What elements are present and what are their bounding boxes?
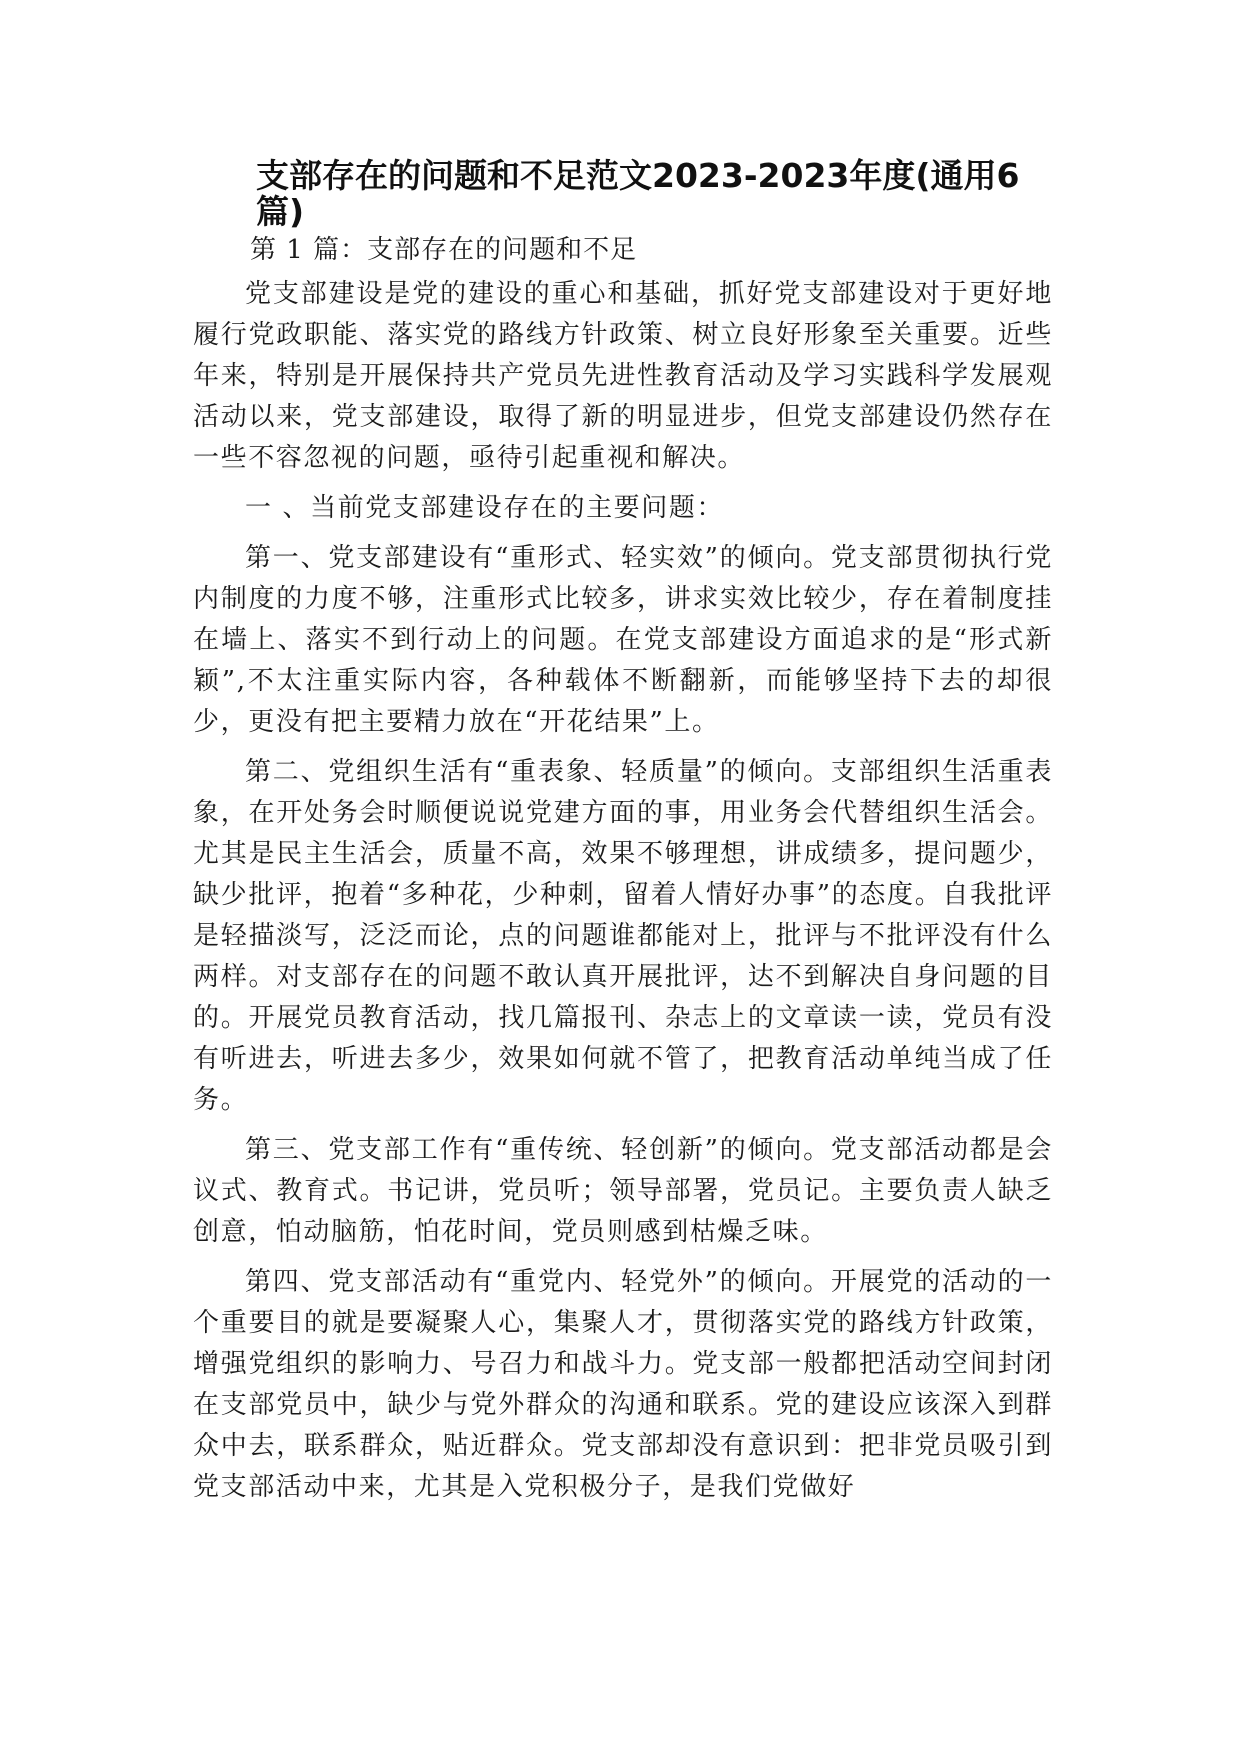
document-title: 支部存在的问题和不足范文2023-2023年度(通用6篇) <box>256 156 1020 231</box>
section-heading: 一 、当前党支部建设存在的主要问题： <box>245 493 725 523</box>
paragraph: 第三、党支部工作有“重传统、轻创新”的倾向。党支部活动都是会议式、教育式。书记讲，党员听；领导部署，党员记。主要负责人缺乏创意，怕动脑筋，怕花时间，党员则感到枯燥乏味。 <box>193 1135 1053 1247</box>
paragraph: 第一、党支部建设有“重形式、轻实效”的倾向。党支部贯彻执行党内制度的力度不够，注重形式比较多，讲求实效比较少，存在着制度挂在墙上、落实不到行动上的问题。在党支部建设方面追求的是“形式新颖”,不太注重实际内容，各种载体不断翻新，而能够坚持下去的却很少，更没有把主要精力放在“开花结果”上。 <box>193 543 1053 737</box>
paragraph: 党支部建设是党的建设的重心和基础，抓好党支部建设对于更好地履行党政职能、落实党的路线方针政策、树立良好形象至关重要。近些年来，特别是开展保持共产党员先进性教育活动及学习实践科学发展观活动以来，党支部建设，取得了新的明显进步，但党支部建设仍然存在一些不容忽视的问题，亟待引起重视和解决。 <box>193 279 1053 473</box>
paragraph: 第四、党支部活动有“重党内、轻党外”的倾向。开展党的活动的一个重要目的就是要凝聚人心，集聚人才，贯彻落实党的路线方针政策，增强党组织的影响力、号召力和战斗力。党支部一般都把活动空间封闭在支部党员中，缺少与党外群众的沟通和联系。党的建设应该深入到群众中去，联系群众，贴近群众。党支部却没有意识到：把非党员吸引到党支部活动中来，尤其是入党积极分子，是我们党做好 <box>193 1267 1053 1502</box>
document-body <box>193 274 1053 1517</box>
paragraph: 第二、党组织生活有“重表象、轻质量”的倾向。支部组织生活重表象，在开处务会时顺便说说党建方面的事，用业务会代替组织生活会。尤其是民主生活会，质量不高，效果不够理想，讲成绩多，提问题少，缺少批评，抱着“多种花，少种刺，留着人情好办事”的态度。自我批评是轻描淡写，泛泛而论，点的问题谁都能对上，批评与不批评没有什么两样。对支部存在的问题不敢认真开展批评，达不到解决自身问题的目的。开展党员教育活动，找几篇报刊、杂志上的文章读一读，党员有没有听进去，听进去多少，效果如何就不管了，把教育活动单纯当成了任务。 <box>193 757 1053 1115</box>
section-title: 第 1 篇：支部存在的问题和不足 <box>250 235 638 265</box>
